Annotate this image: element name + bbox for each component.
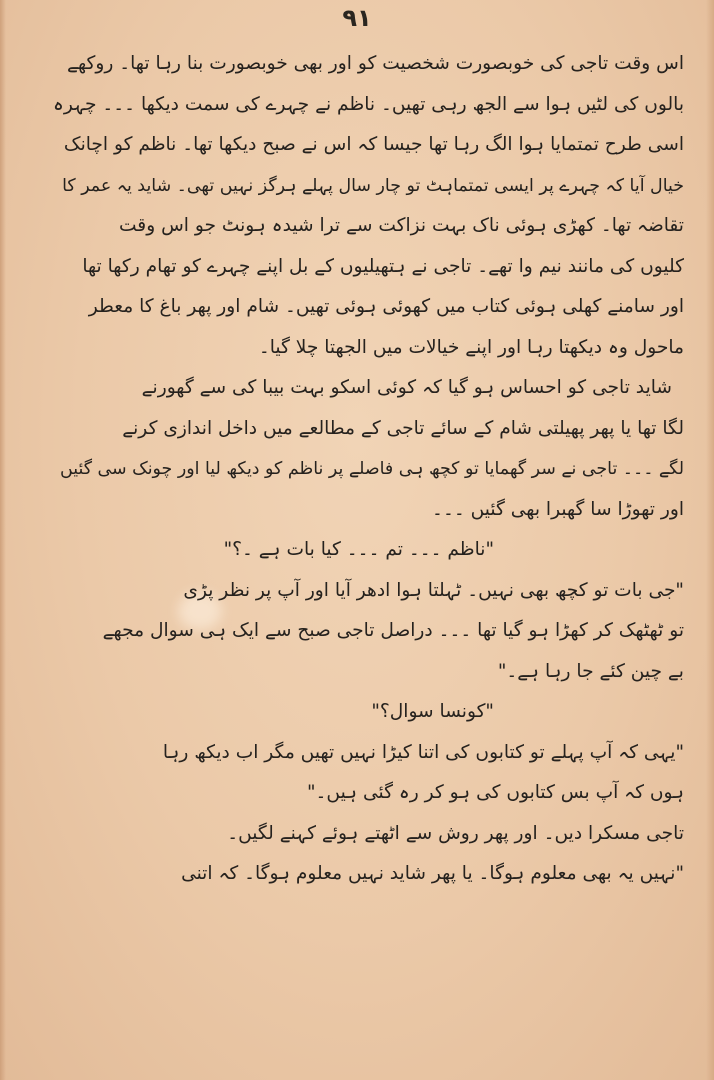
dialogue-line: "کونسا سوال؟" xyxy=(371,701,494,722)
dialogue-line: "یہی کہ آپ پہلے تو کتابوں کی اتنا کیڑا نہیں تھیں مگر اب دیکھ رہا xyxy=(162,741,684,763)
text-line: لگے ۔۔۔ تاجی نے سر گھمایا تو کچھ ہی فاصلے پر ناظم کو دیکھ لیا اور چونک سی گئیں xyxy=(60,459,684,479)
text-line: کلیوں کی مانند نیم وا تھے۔ تاجی نے ہتھیلیوں کے بل اپنے چہرے کو تھام رکھا تھا xyxy=(82,255,684,277)
dialogue-line: "جی بات تو کچھ بھی نہیں۔ ٹہلتا ہوا ادھر آیا اور آپ پر نظر پڑی xyxy=(183,579,684,601)
text-line: ہوں کہ آپ بس کتابوں کی ہو کر رہ گئی ہیں۔" xyxy=(306,782,684,803)
text-line: بالوں کی لٹیں ہوا سے الجھ رہی تھیں۔ ناظم نے چہرے کی سمت دیکھا ۔۔۔ چہرہ xyxy=(52,93,684,115)
dialogue-line: "ناظم ۔۔۔ تم ۔۔۔ کیا بات ہے ۔؟" xyxy=(223,539,494,560)
text-line: تاجی مسکرا دیں۔ اور پھر روش سے اٹھتے ہوئے کہنے لگیں۔ xyxy=(227,822,684,844)
text-line: لگا تھا یا پھر پھیلتی شام کے سائے تاجی کے مطالعے میں داخل اندازی کرنے xyxy=(122,417,684,439)
page-number: ٩١ xyxy=(342,4,372,32)
text-line: اور تھوڑا سا گھبرا بھی گئیں ۔۔۔ xyxy=(432,498,684,520)
urdu-text-body xyxy=(50,44,684,895)
dialogue-line: "نہیں یہ بھی معلوم ہوگا۔ یا پھر شاید نہیں معلوم ہوگا۔ کہ اتنی xyxy=(181,863,684,884)
text-line: شاید تاجی کو احساس ہو گیا کہ کوئی اسکو بہت بیبا کی سے گھورنے xyxy=(141,377,672,398)
text-line: اسی طرح تمتمایا ہوا الگ رہا تھا جیسا کہ اس نے صبح دیکھا تھا۔ ناظم کو اچانک xyxy=(63,134,684,155)
text-line: اور سامنے کھلی ہوئی کتاب میں کھوئی ہوئی تھیں۔ شام اور پھر باغ کا معطر xyxy=(88,296,684,317)
text-line: تو ٹھٹھک کر کھڑا ہو گیا تھا ۔۔۔ دراصل تاجی صبح سے ایک ہی سوال مجھے xyxy=(102,620,684,641)
text-line: بے چین کئے جا رہا ہے۔" xyxy=(497,660,684,682)
text-line: خیال آیا کہ چہرے پر ایسی تمتماہٹ تو چار سال پہلے ہرگز نہیں تھی۔ شاید یہ عمر کا xyxy=(62,175,684,196)
page-edge-shadow-right xyxy=(706,0,714,1080)
text-line: اس وقت تاجی کی خوبصورت شخصیت کو اور بھی خوبصورت بنا رہا تھا۔ روکھے xyxy=(67,53,684,74)
text-line: تقاضہ تھا۔ کھڑی ہوئی ناک بہت نزاکت سے ترا شیدہ ہونٹ جو اس وقت xyxy=(119,215,684,236)
page-edge-shadow-left xyxy=(0,0,6,1080)
text-line: ماحول وہ دیکھتا رہا اور اپنے خیالات میں الجھتا چلا گیا۔ xyxy=(258,336,684,358)
